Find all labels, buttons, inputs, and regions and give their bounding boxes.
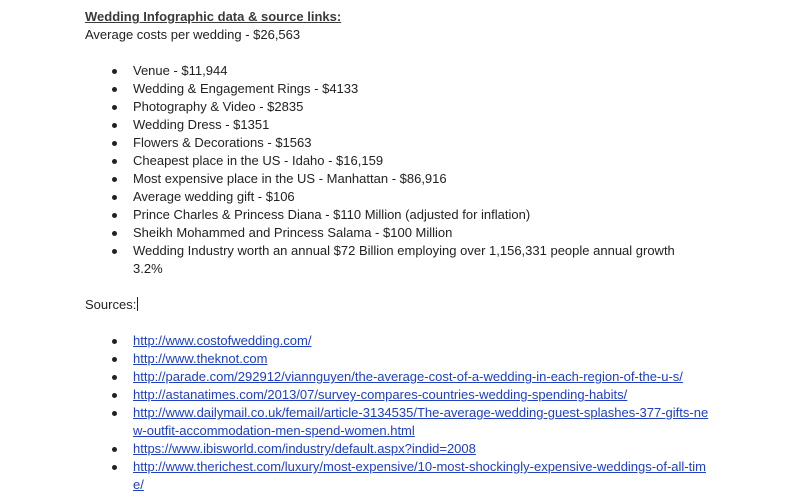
facts-list bbox=[85, 62, 725, 278]
fact-text: Average wedding gift - $106 bbox=[133, 189, 295, 204]
fact-text: Prince Charles & Princess Diana - $110 Million (adjusted for inflation) bbox=[133, 207, 531, 222]
bullet-icon bbox=[112, 231, 117, 236]
document-heading: Wedding Infographic data & source links: bbox=[85, 9, 342, 24]
list-item bbox=[85, 332, 713, 350]
list-item bbox=[85, 242, 703, 278]
source-link[interactable]: http://www.therichest.com/luxury/most-expensive/10-most-shockingly-expensive-weddings-of-all-time/ bbox=[133, 459, 706, 492]
blank-line bbox=[85, 314, 725, 332]
list-item bbox=[85, 386, 713, 404]
list-item bbox=[85, 368, 713, 386]
list-item bbox=[85, 206, 725, 224]
blank-line bbox=[85, 44, 725, 62]
list-item bbox=[85, 404, 713, 440]
fact-text: Venue - $11,944 bbox=[133, 63, 228, 78]
source-link[interactable]: http://parade.com/292912/viannguyen/the-average-cost-of-a-wedding-in-each-region-of-the-u-s/ bbox=[133, 369, 683, 384]
bullet-icon bbox=[112, 249, 117, 254]
bullet-icon bbox=[112, 177, 117, 182]
sources-label-text: Sources: bbox=[85, 297, 137, 312]
fact-text: Most expensive place in the US - Manhattan - $86,916 bbox=[133, 171, 447, 186]
list-item bbox=[85, 170, 725, 188]
average-cost-line: Average costs per wedding - $26,563 bbox=[85, 27, 301, 42]
bullet-icon bbox=[112, 69, 117, 74]
bullet-icon bbox=[112, 465, 117, 470]
bullet-icon bbox=[112, 141, 117, 146]
blank-line bbox=[85, 278, 725, 296]
fact-text: Cheapest place in the US - Idaho - $16,159 bbox=[133, 153, 384, 168]
fact-text: Photography & Video - $2835 bbox=[133, 99, 304, 114]
fact-text: Sheikh Mohammed and Princess Salama - $100 Million bbox=[133, 225, 453, 240]
list-item bbox=[85, 350, 713, 368]
list-item bbox=[85, 98, 725, 116]
bullet-icon bbox=[112, 159, 117, 164]
list-item bbox=[85, 80, 725, 98]
fact-text: Flowers & Decorations - $1563 bbox=[133, 135, 312, 150]
bullet-icon bbox=[112, 393, 117, 398]
list-item bbox=[85, 458, 713, 494]
list-item bbox=[85, 224, 725, 242]
text-cursor bbox=[137, 297, 138, 311]
bullet-icon bbox=[112, 105, 117, 110]
bullet-icon bbox=[112, 213, 117, 218]
fact-text: Wedding & Engagement Rings - $4133 bbox=[133, 81, 359, 96]
bullet-icon bbox=[112, 123, 117, 128]
fact-text: Wedding Dress - $1351 bbox=[133, 117, 270, 132]
list-item bbox=[85, 116, 725, 134]
list-item bbox=[85, 440, 713, 458]
sources-list bbox=[85, 332, 713, 494]
source-link[interactable]: http://www.costofwedding.com/ bbox=[133, 333, 312, 348]
fact-text: Wedding Industry worth an annual $72 Billion employing over 1,156,331 people annual growth 3.2% bbox=[133, 243, 675, 276]
source-link[interactable]: http://www.dailymail.co.uk/femail/article-3134535/The-average-wedding-guest-splashes-377-gifts-new-outfit-accommodation-men-spend-women.html bbox=[133, 405, 709, 438]
bullet-icon bbox=[112, 375, 117, 380]
document-body[interactable] bbox=[85, 8, 725, 494]
bullet-icon bbox=[112, 447, 117, 452]
list-item bbox=[85, 188, 725, 206]
bullet-icon bbox=[112, 87, 117, 92]
bullet-icon bbox=[112, 195, 117, 200]
source-link[interactable]: https://www.ibisworld.com/industry/default.aspx?indid=2008 bbox=[133, 441, 476, 456]
list-item bbox=[85, 134, 725, 152]
list-item bbox=[85, 62, 725, 80]
bullet-icon bbox=[112, 411, 117, 416]
source-link[interactable]: http://www.theknot.com bbox=[133, 351, 268, 366]
sources-label[interactable] bbox=[85, 296, 725, 314]
list-item bbox=[85, 152, 725, 170]
bullet-icon bbox=[112, 339, 117, 344]
source-link[interactable]: http://astanatimes.com/2013/07/survey-compares-countries-wedding-spending-habits/ bbox=[133, 387, 628, 402]
bullet-icon bbox=[112, 357, 117, 362]
